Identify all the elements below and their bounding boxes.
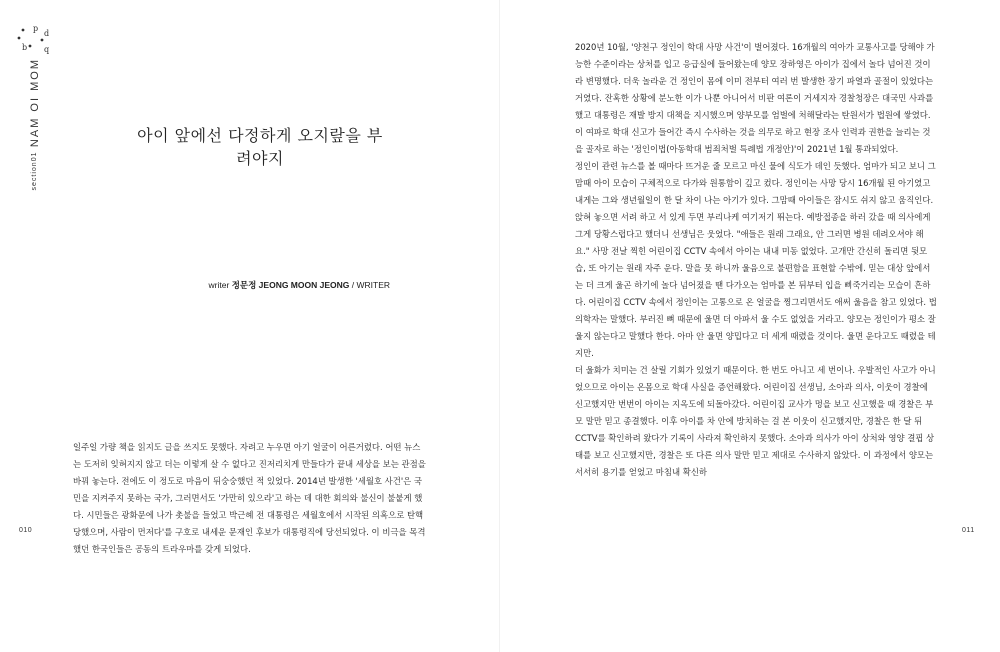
logo-letter: p <box>33 24 39 33</box>
magazine-logo-icon <box>14 22 54 56</box>
writer-name: 정문정 JEONG MOON JEONG <box>231 280 350 290</box>
left-body-text <box>73 439 427 558</box>
logo-letter: q <box>44 45 50 54</box>
article-title: 아이 앞에선 다정하게 오지랖을 부려야지 <box>137 126 383 168</box>
writer-prefix: writer <box>208 280 230 290</box>
writer-suffix: / WRITER <box>351 280 390 290</box>
logo-letter: b <box>22 43 28 52</box>
logo-letter: d <box>44 29 50 38</box>
page-number: 011 <box>962 527 975 534</box>
paragraph: 일주일 가량 책을 읽지도 글을 쓰지도 못했다. 자려고 누우면 아기 얼굴이 어른거렸다. 어떤 뉴스는 도저히 잊혀지지 않고 더는 이렇게 살 수 없다고 진저리치게 만들다가 끝내 세상을 보는 관점을 바꿔 놓는다. 전에도 이 정도로 마음이 뒤숭숭했던 적 있었다. 2014년 발생한 '세월호 사건'은 국민을 지켜주지 못하는 국가, 그러면서도 '가만히 있으라'고 하는 데 대한 회의와 불신이 불붙게 했다. 시민들은 광화문에 나가 촛불을 들었고 박근혜 전 대통령은 세월호에서 시작된 의혹으로 탄핵당했으며, 사람이 먼저다'를 구호로 내세운 문재인 후보가 대통령직에 당선되었다. 이 비극을 목격했던 한국인들은 공동의 트라우마를 갖게 되었다. <box>73 442 426 554</box>
section-marker <box>27 58 43 190</box>
right-page <box>500 0 1000 652</box>
right-body-text <box>575 39 937 481</box>
paragraph: 정인이 관련 뉴스를 볼 때마다 뜨거운 줄 모르고 마신 물에 식도가 데인 듯했다. 엄마가 되고 보니 그맘때 아이 모습이 구체적으로 다가와 원통함이 깊고 컸다. 정인이는 사망 당시 16개월 된 아기였고 내게는 그와 생년월일이 한 달 차이 나는 아기가 있다. 그맘때 아이들은 잠시도 쉬지 않고 움직인다. 앉혀 놓으면 서려 하고 서 있게 두면 부리나케 여기저기 뛰는다. 예방접종을 하러 갔을 때 의사에게 그게 당황스럽다고 했더니 선생님은 웃었다. "애들은 원래 그래요, 안 그러면 병원 데려오셔야 해요." 사망 전날 찍힌 어린이집 CCTV 속에서 아이는 내내 미동 없었다. 고개만 간신히 돌리면 뒷모습, 또 아기는 원래 자주 운다. 말을 못 하니까 울음으로 불편함을 표현할 수밖에. 믿는 대상 앞에서는 더 크게 울곤 하기에 놀다 넘어졌을 땐 다가오는 엄마를 본 뒤부터 입을 삐죽거리는 모습이 흔하다. 어린이집 CCTV 속에서 정인이는 고통으로 온 얼굴을 찡그리면서도 애써 울음을 참고 있었다. 법의학자는 말했다. 부러진 뼈 때문에 울면 더 아파서 울 수도 없었을 거라고. 양모는 정인이가 평소 잘 울지 않는다고 말했다 한다. 아마 안 울면 양밉다고 더 세게 때렸을 것이다. 울면 운다고도 때렸을 테지만. <box>575 161 937 358</box>
paragraph: 2020년 10월, '양천구 정인이 학대 사망 사건'이 벌어졌다. 16개월의 여아가 교통사고를 당해야 가능한 수준이라는 상처를 입고 응급실에 들어왔는데 양모 장하영은 아이가 집에서 놀다 넘어진 것이라 변명했다. 더욱 놀라운 건 정인이 몸에 이미 전부터 여러 번 발생한 장기 파열과 골절이 있었다는 거였다. 잔혹한 상황에 분노한 이가 나뿐 아니어서 비판 여론이 거세지자 경찰청장은 대국민 사과를 했고 대통령은 재발 방지 대책을 지시했으며 양부모를 엄벌에 처해달라는 탄원서가 법원에 쌓였다. 이 여파로 학대 신고가 들어간 즉시 수사하는 것을 의무로 하고 현장 조사 인력과 권한을 늘리는 것을 골자로 하는 '정인이법(아동학대 범죄처벌 특례법 개정안)'이 2021년 1월 통과되었다. <box>575 42 935 154</box>
paragraph: 더 울화가 치미는 건 살릴 기회가 있었기 때문이다. 한 번도 아니고 세 번이나. 우발적인 사고가 아니었으므로 아이는 온몸으로 학대 사실을 증언해왔다. 어린이집 선생님, 소아과 의사, 이웃이 경찰에 신고했지만 번번이 아이는 지옥도에 되돌아갔다. 어린이집 교사가 멍을 보고 신고했을 때 경찰은 부모 말만 믿고 종결했다. 이후 아이를 차 안에 방치하는 걸 본 이웃이 신고했지만, 경찰은 한 달 뒤 CCTV를 확인하려 왔다가 기록이 사라져 확인하지 못했다. 소아과 의사가 아이 상처와 영양 결핍 상태를 보고 신고했지만, 경찰은 또 다른 의사 말만 믿고 제대로 수사하지 않았다. 이 과정에서 양모는 서서히 용기를 얻었고 마침내 확신하 <box>575 365 936 477</box>
page-number: 010 <box>19 527 33 534</box>
section-label: section01 <box>31 151 38 191</box>
writer-credit <box>130 279 390 291</box>
section-title: NAM OI MOM <box>29 58 41 148</box>
